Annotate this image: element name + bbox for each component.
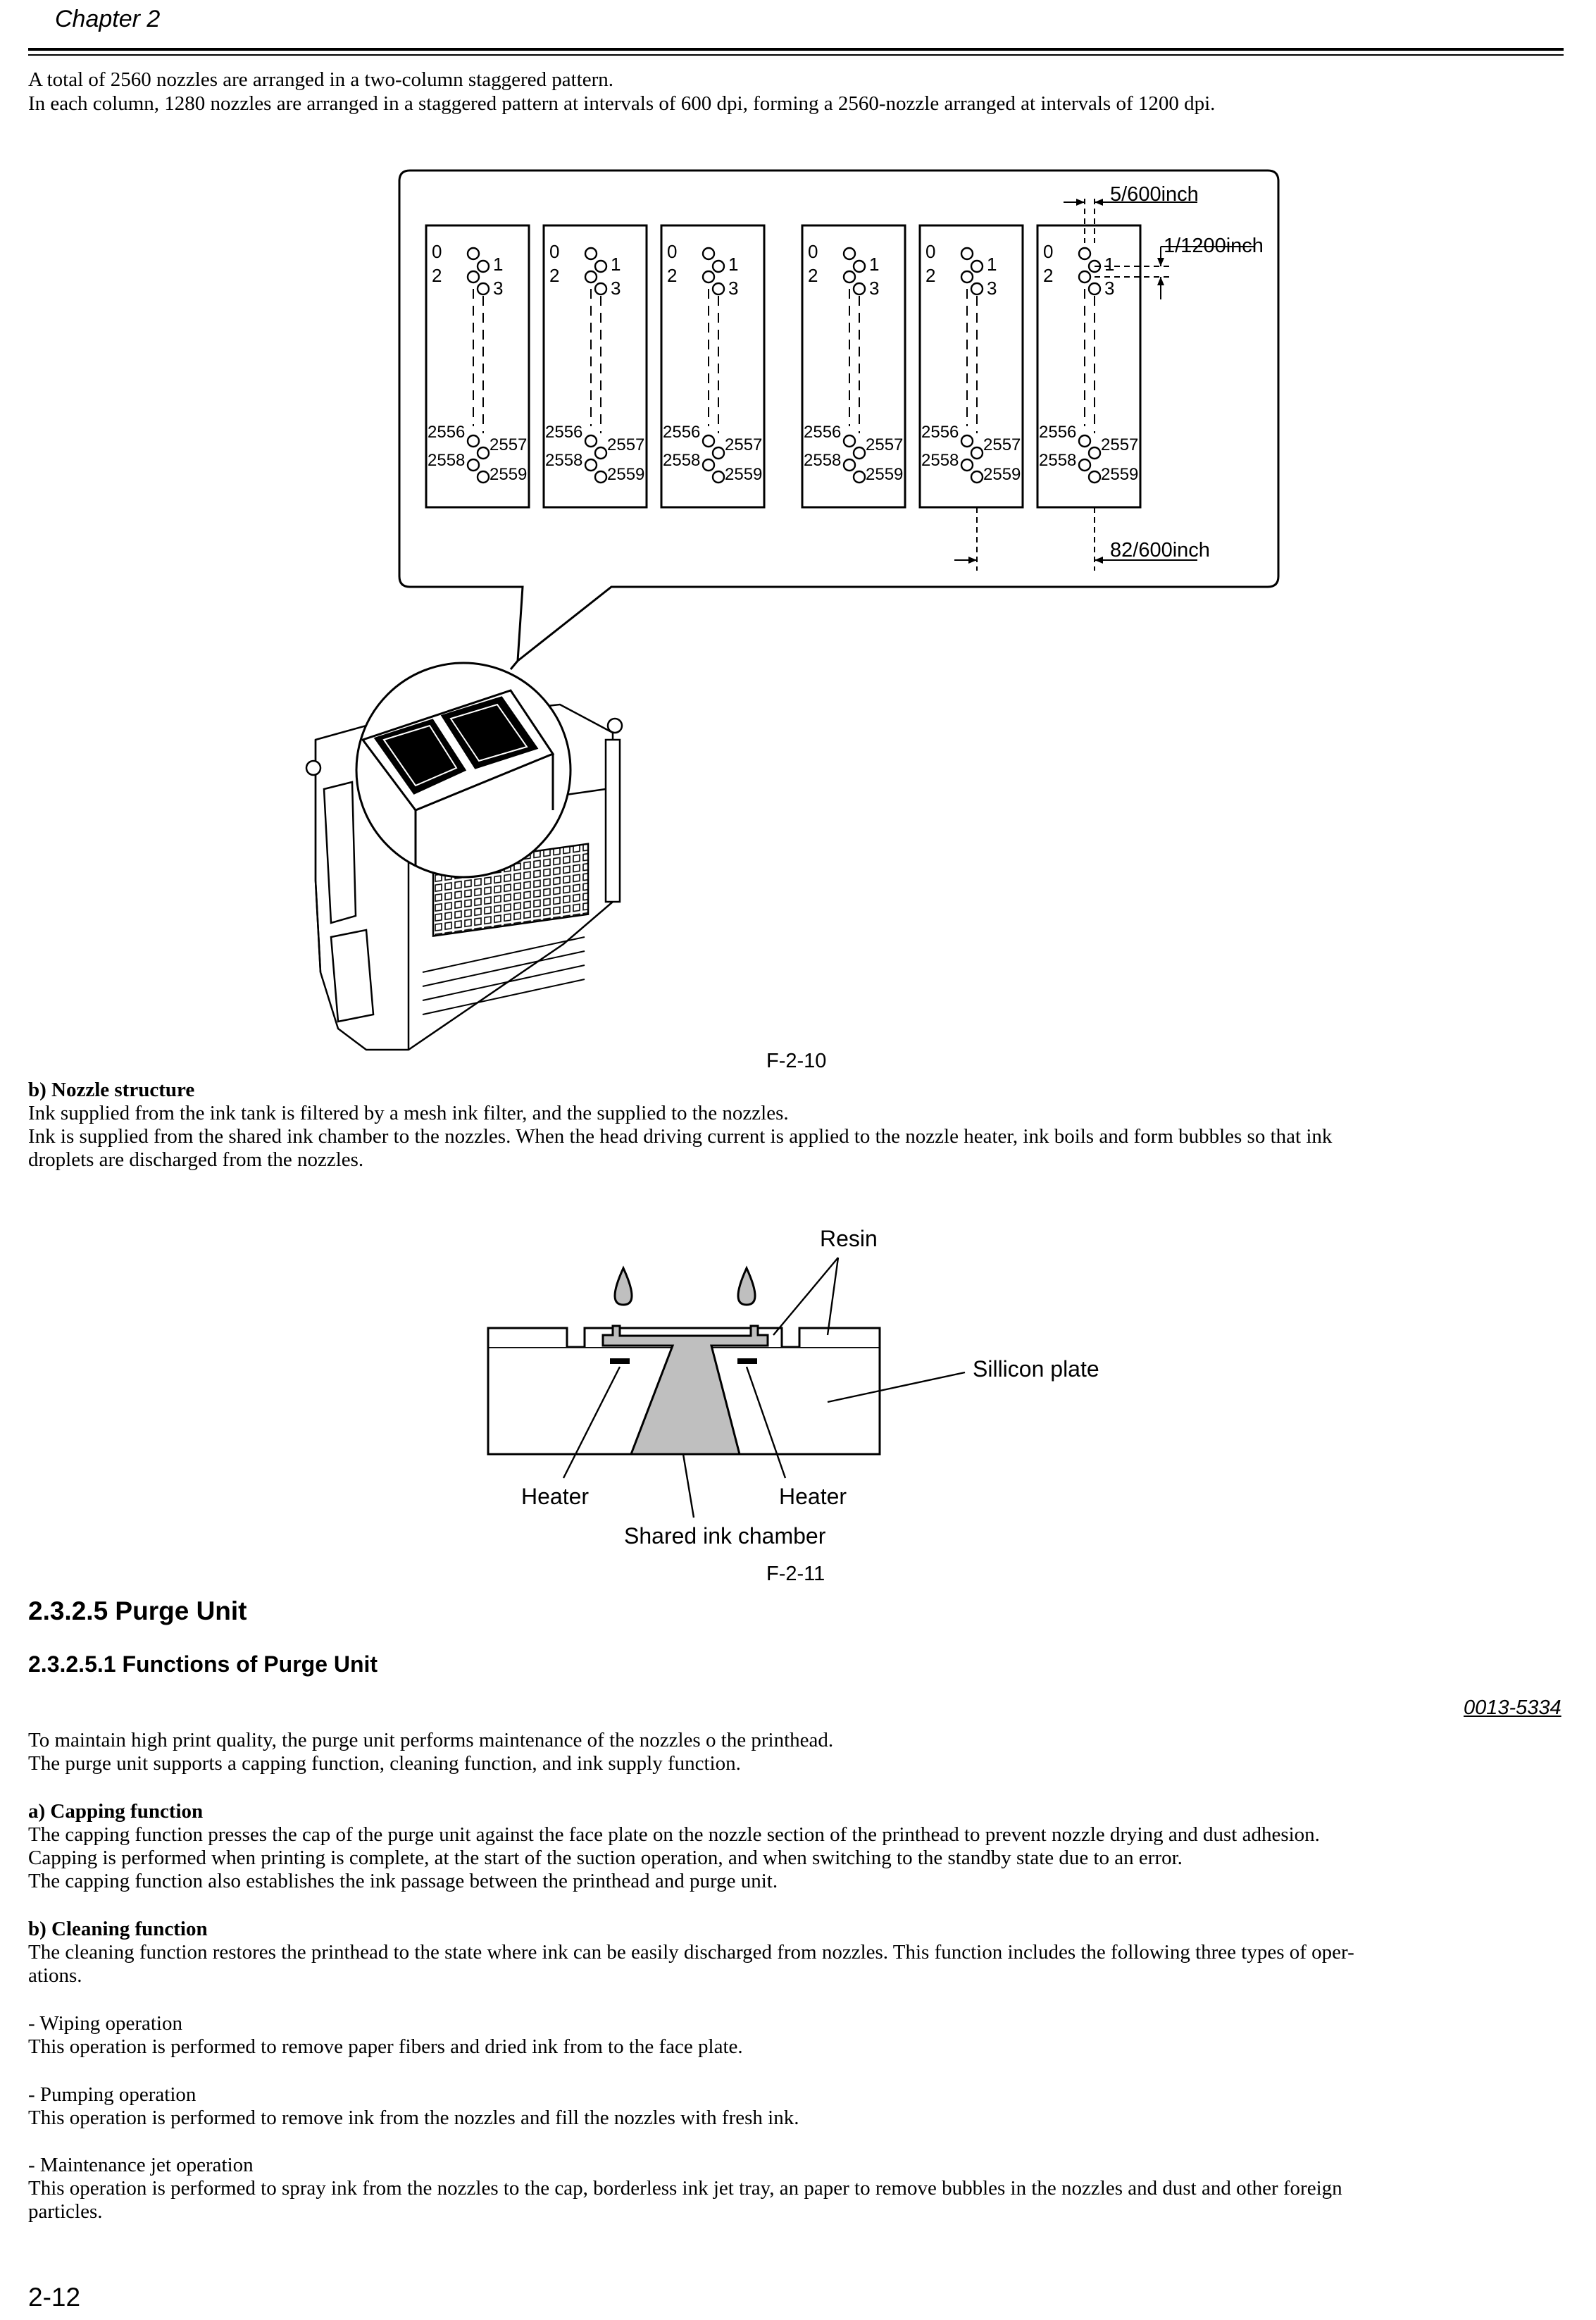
chapter-label: Chapter 2 (55, 6, 161, 32)
nozzle-label-top: 1 (1104, 254, 1115, 275)
nozzle-label-bottom: 2559 (983, 465, 1021, 484)
nozzle-label-top: 1 (493, 254, 504, 275)
callout-bubble (399, 170, 1278, 661)
nozzle-label-top: 0 (432, 241, 442, 262)
nozzle-structure-line-3: droplets are discharged from the nozzles. (28, 1148, 364, 1171)
nozzle-label-bottom: 2558 (804, 451, 842, 470)
jet-line-2: particles. (28, 2200, 103, 2223)
jet-title: - Maintenance jet operation (28, 2154, 254, 2176)
dim-5-600inch: 5/600inch (1110, 183, 1199, 206)
dim-1-1200inch: 1/1200inch (1164, 235, 1264, 257)
nozzle-label-top: 3 (987, 278, 997, 299)
capping-line-3: The capping function also establishes the ink passage between the printhead and purge unit. (28, 1870, 778, 1892)
nozzle-label-top: 0 (808, 241, 818, 262)
nozzle-label-top: 3 (611, 278, 621, 299)
nozzle-label-bottom: 2559 (1101, 465, 1139, 484)
nozzle-label-top: 1 (611, 254, 621, 275)
nozzle-label-bottom: 2556 (1039, 423, 1077, 442)
nozzle-label-bottom: 2556 (545, 423, 583, 442)
nozzle-label-top: 2 (432, 265, 442, 286)
nozzle-label-top: 0 (667, 241, 678, 262)
nozzle-label-bottom: 2556 (804, 423, 842, 442)
nozzle-label-top: 1 (987, 254, 997, 275)
nozzle-label-bottom: 2556 (921, 423, 959, 442)
intro-line-1: A total of 2560 nozzles are arranged in a two-column staggered pattern. (28, 68, 614, 91)
nozzle-label-bottom: 2556 (663, 423, 701, 442)
nozzle-label-bottom: 2557 (866, 435, 904, 454)
label-heater-right: Heater (779, 1484, 847, 1509)
nozzle-label-top: 3 (1104, 278, 1115, 299)
nozzle-structure-line-2: Ink is supplied from the shared ink chamber to the nozzles. When the head driving current is applied to the nozzle heater, ink boils and form bubbles so that ink (28, 1125, 1333, 1148)
purge-intro-line-2: The purge unit supports a capping function, cleaning function, and ink supply function. (28, 1752, 741, 1775)
page-number: 2-12 (28, 2283, 81, 2312)
purge-intro-line-1: To maintain high print quality, the purge unit performs maintenance of the nozzles o the printhead. (28, 1729, 834, 1751)
nozzle-label-bottom: 2558 (921, 451, 959, 470)
capping-line-1: The capping function presses the cap of the purge unit against the face plate on the nozzle section of the printhead to prevent nozzle drying and dust adhesion. (28, 1823, 1320, 1846)
nozzle-label-top: 3 (728, 278, 739, 299)
nozzle-label-top: 2 (808, 265, 818, 286)
label-heater-left: Heater (521, 1484, 590, 1509)
nozzle-label-bottom: 2559 (490, 465, 528, 484)
nozzle-label-top: 0 (925, 241, 936, 262)
nozzle-label-bottom: 2558 (663, 451, 701, 470)
pumping-title: - Pumping operation (28, 2083, 197, 2106)
nozzle-label-bottom: 2557 (607, 435, 645, 454)
capping-line-2: Capping is performed when printing is complete, at the start of the suction operation, and when switching to the standby state due to an error. (28, 1847, 1183, 1869)
nozzle-label-bottom: 2558 (428, 451, 466, 470)
pumping-text: This operation is performed to remove ink from the nozzles and fill the nozzles with fresh ink. (28, 2107, 799, 2129)
nozzle-label-top: 1 (869, 254, 880, 275)
nozzle-label-bottom: 2559 (607, 465, 645, 484)
nozzle-label-top: 0 (1043, 241, 1054, 262)
nozzle-label-bottom: 2557 (983, 435, 1021, 454)
nozzle-label-top: 2 (549, 265, 560, 286)
cleaning-line-2: ations. (28, 1964, 82, 1987)
nozzle-label-top: 3 (869, 278, 880, 299)
nozzle-label-top: 2 (925, 265, 936, 286)
wiping-title: - Wiping operation (28, 2012, 182, 2035)
nozzle-label-bottom: 2557 (1101, 435, 1139, 454)
document-id: 0013-5334 (1464, 1696, 1561, 1719)
intro-line-2: In each column, 1280 nozzles are arranged in a staggered pattern at intervals of 600 dpi, forming a 2560-nozzle arranged at intervals of 1200 dpi. (28, 92, 1216, 115)
nozzle-label-bottom: 2557 (725, 435, 763, 454)
nozzle-structure-line-1: Ink supplied from the ink tank is filtered by a mesh ink filter, and the supplied to the nozzles. (28, 1102, 789, 1124)
figure-caption-f-2-11: F-2-11 (766, 1563, 825, 1585)
jet-line-1: This operation is performed to spray ink from the nozzles to the cap, borderless ink jet tray, an paper to remove bubbles in the nozzles and dust and other foreign (28, 2177, 1342, 2200)
figure-caption-f-2-10: F-2-10 (766, 1050, 827, 1072)
nozzle-arrangement-figure (0, 0, 1596, 1057)
label-resin: Resin (820, 1226, 878, 1251)
nozzle-label-top: 1 (728, 254, 739, 275)
nozzle-label-top: 2 (1043, 265, 1054, 286)
section-title: 2.3.2.5 Purge Unit (28, 1596, 247, 1625)
nozzle-label-bottom: 2556 (428, 423, 466, 442)
wiping-text: This operation is performed to remove paper fibers and dried ink from to the face plate. (28, 2035, 743, 2058)
nozzle-label-top: 0 (549, 241, 560, 262)
nozzle-label-bottom: 2559 (725, 465, 763, 484)
capping-heading: a) Capping function (28, 1800, 204, 1823)
nozzle-label-top: 2 (667, 265, 678, 286)
label-silicon-plate: Sillicon plate (973, 1356, 1099, 1382)
subsection-title: 2.3.2.5.1 Functions of Purge Unit (28, 1651, 378, 1677)
nozzle-label-bottom: 2558 (545, 451, 583, 470)
cleaning-line-1: The cleaning function restores the printhead to the state where ink can be easily discharged from nozzles. This function includes the following three types of oper- (28, 1941, 1354, 1964)
nozzle-label-bottom: 2559 (866, 465, 904, 484)
nozzle-cross-section-figure (0, 1198, 1596, 1578)
nozzle-label-bottom: 2557 (490, 435, 528, 454)
label-shared-ink-chamber: Shared ink chamber (624, 1523, 826, 1549)
nozzle-structure-heading: b) Nozzle structure (28, 1079, 195, 1101)
nozzle-label-top: 3 (493, 278, 504, 299)
nozzle-label-bottom: 2558 (1039, 451, 1077, 470)
cleaning-heading: b) Cleaning function (28, 1918, 208, 1940)
dim-82-600inch: 82/600inch (1110, 539, 1210, 562)
